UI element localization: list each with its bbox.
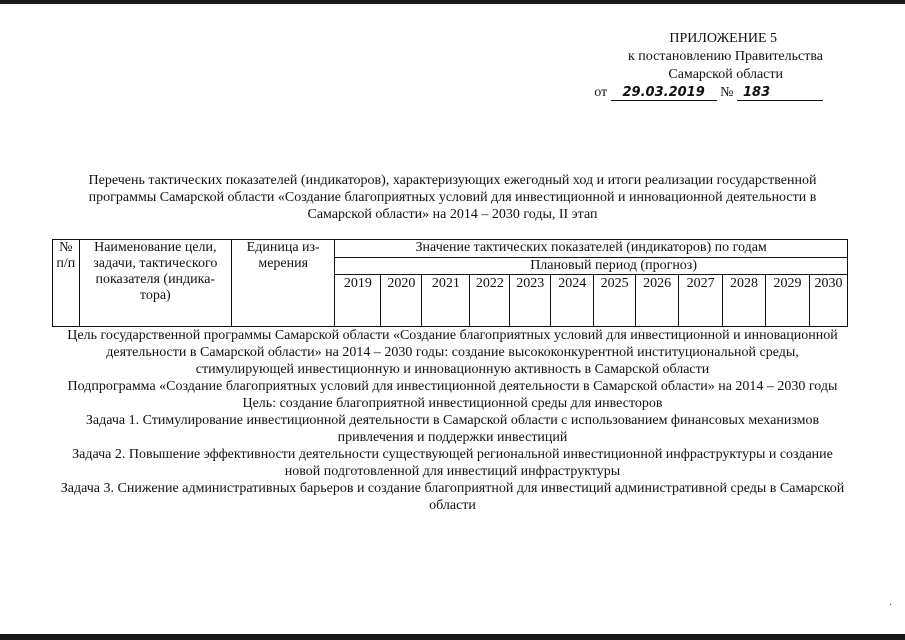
year-cell: 2024 xyxy=(551,275,594,327)
appendix-line-3: Самарской области xyxy=(668,67,783,82)
year-cell: 2029 xyxy=(766,275,810,327)
year-cell: 2030 xyxy=(810,275,848,327)
year-cell: 2026 xyxy=(636,275,679,327)
program-goal: Цель государственной программы Самарской области «Создание благоприятных условий для инвестиционной и инновационной деятельности в Самарской области» на 2014 – 2030 годы: создание высококонкурентной институциональной среды, стимулирующей инвестиционную и инновационную активность в Самарской области xyxy=(67,328,838,377)
task-2: Задача 2. Повышение эффективности деятельности существующей региональной инвестиционной инфраструктуры и создание новой подготовленной для инвестиций инфраструктуры xyxy=(72,447,833,479)
header-num: № п/п xyxy=(53,240,80,327)
year-cell: 2028 xyxy=(723,275,766,327)
document-title: Перечень тактических показателей (индикаторов), характеризующих ежегодный ход и итоги реализации государственной программы Самарской области «Создание благоприятных условий для инвестиционной и инновационной деятельности в Самарской области» на 2014 – 2030 годы, II этап xyxy=(88,173,817,222)
task-3: Задача 3. Снижение административных барьеров и создание благоприятной для инвестиций административной среды в Самарской области xyxy=(60,481,845,513)
scan-top-edge xyxy=(0,0,905,4)
number-value: 183 xyxy=(737,86,823,101)
year-cell: 2021 xyxy=(422,275,470,327)
appendix-date-line xyxy=(594,84,823,102)
year-cell: 2023 xyxy=(510,275,551,327)
scan-speck: · xyxy=(889,600,893,611)
indicators-table xyxy=(52,239,848,327)
year-cell: 2022 xyxy=(470,275,510,327)
appendix-header xyxy=(594,30,823,102)
header-planned: Плановый период (прогноз) xyxy=(335,258,848,275)
date-prefix: от xyxy=(594,85,608,100)
date-value: 29.03.2019 xyxy=(611,86,717,101)
year-cell: 2020 xyxy=(381,275,422,327)
appendix-line-2: к постановлению Правительства xyxy=(627,49,823,64)
task-1: Задача 1. Стимулирование инвестиционной деятельности в Самарской области с использованием финансовых механизмов привлечения и поддержки инвестиций xyxy=(85,413,820,445)
scan-bottom-edge xyxy=(0,634,905,640)
subprogram-title: Подпрограмма «Создание благоприятных условий для инвестиционной деятельности в Самарской области» на 2014 – 2030 годы xyxy=(67,379,838,394)
header-unit: Единица из- мерения xyxy=(232,240,335,327)
year-cell: 2027 xyxy=(679,275,723,327)
number-prefix: № xyxy=(720,85,734,100)
header-values: Значение тактических показателей (индикаторов) по годам xyxy=(335,240,848,258)
appendix-title: ПРИЛОЖЕНИЕ 5 xyxy=(669,31,777,46)
header-name: Наименование цели, задачи, тактического показателя (индика- тора) xyxy=(79,240,231,327)
subprogram-goal: Цель: создание благоприятной инвестиционной среды для инвесторов xyxy=(242,396,663,411)
goals-block xyxy=(60,327,845,514)
year-cell: 2025 xyxy=(594,275,636,327)
year-cell: 2019 xyxy=(335,275,381,327)
